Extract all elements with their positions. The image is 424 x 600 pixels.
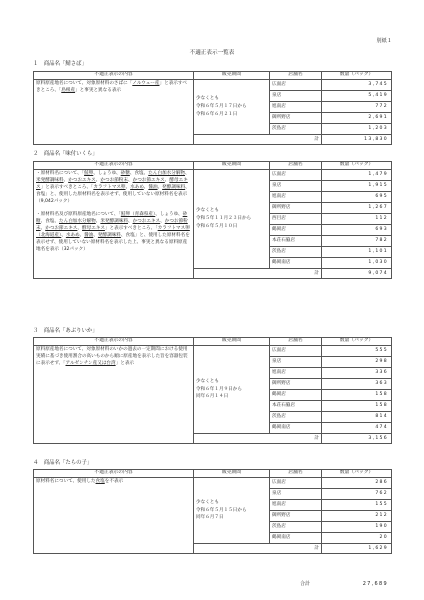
period-line: 同年６月１４日 (196, 394, 229, 400)
store-qty: 5,419 (322, 91, 392, 102)
section-table (33, 71, 392, 145)
content-cell (34, 478, 194, 554)
header-period: 販売期間 (194, 470, 270, 478)
store-qty: 772 (322, 102, 392, 113)
section-heading: ３ 商品名「あぶりいか」 (33, 328, 98, 334)
total-label: 計 (194, 269, 322, 279)
store-qty: 474 (322, 423, 392, 434)
store-name: 広面店 (270, 346, 322, 357)
table-row (34, 346, 392, 357)
header-qty: 数量（パック） (322, 72, 392, 80)
section-table (33, 337, 392, 444)
table-header-row (34, 470, 392, 478)
table-header-row (34, 72, 392, 80)
store-qty: 1,267 (322, 203, 392, 214)
grand-total-value: 27,689 (362, 581, 388, 587)
store-name: 泉店 (270, 357, 322, 368)
header-qty: 数量（パック） (322, 162, 392, 170)
content-text: 、 (127, 218, 133, 224)
period-line: 令和６年１月９日から (196, 386, 242, 392)
underlined-text: 砂糖 (36, 211, 188, 224)
header-store: 店舗名 (270, 72, 322, 80)
content-text: 原料原産地名について、対象原材料のいかの過去の一定期間における使用実績に基づき使用割合の高いものから順に原産地を表示した旨を容器包装に表示せず、「 (36, 347, 188, 367)
store-qty: 695 (322, 192, 392, 203)
header-store: 店舗名 (270, 162, 322, 170)
section-heading: ４ 商品名「たらの子」 (33, 460, 93, 466)
store-qty: 190 (322, 522, 392, 533)
underlined-text: 米発酵調味料 (36, 178, 64, 184)
content-text: 、 (125, 185, 131, 191)
content-text: 、 (95, 218, 101, 224)
content-text: 、食塩」と、使用した原材料名を表示せず、使用していない原材料名を表示（9,042パック） (36, 185, 190, 205)
store-name: 鶴岡南店 (270, 258, 322, 269)
content-text: 、 (77, 225, 83, 231)
store-qty: 158 (322, 401, 392, 412)
grand-total-label: 合計 (300, 581, 311, 587)
content-text: 、食塩、 (129, 171, 149, 176)
period-line: 令和６年５月１０日 (196, 223, 238, 229)
period-line: 令和５年１１月２３日から (196, 216, 252, 222)
underlined-text: カラフトマス卵（北海道産） (36, 225, 190, 238)
store-qty: 155 (322, 500, 392, 511)
content-text: 」と表示 (115, 361, 135, 367)
section-heading: １ 商品名「鯖さば」 (33, 61, 87, 67)
store-qty: 298 (322, 357, 392, 368)
table-row (34, 478, 392, 489)
store-name: 御所野店 (270, 379, 322, 390)
content-text: 、しょうゆ、 (155, 211, 183, 217)
header-qty: 数量（パック） (322, 470, 392, 478)
store-name: 鶴岡南店 (270, 533, 322, 544)
period-line: 少なくとも (196, 378, 219, 384)
underlined-text: 醤油 (84, 232, 94, 238)
content-text: 、 (79, 232, 85, 238)
content-text: 、 (95, 178, 101, 184)
store-qty: 2,691 (322, 113, 392, 124)
period-line: 少なくとも (196, 96, 219, 102)
content-text: 、 (61, 232, 66, 238)
store-name: 鶴岡南店 (270, 423, 322, 434)
content-text: 、 (143, 185, 149, 191)
store-name: 御所野店 (270, 203, 322, 214)
period-cell (194, 346, 270, 434)
underlined-text: かつおエキス (68, 178, 96, 184)
store-name: 茨島店 (270, 124, 322, 135)
table-header-row (34, 162, 392, 170)
store-name: 御所野店 (270, 511, 322, 522)
header-store: 店舗名 (270, 338, 322, 346)
store-name: 泉店 (270, 91, 322, 102)
total-label: 計 (194, 434, 322, 444)
underlined-text: カラフトマス卵 (93, 185, 126, 191)
content-text: 、食塩、 (40, 218, 59, 224)
store-qty: 814 (322, 412, 392, 423)
store-name: 本荘石脇店 (270, 236, 322, 247)
total-value: 13,830 (322, 135, 392, 145)
store-qty: 20 (322, 533, 392, 544)
store-name: 茨島店 (270, 412, 322, 423)
underlined-text: かつお節粉末 (36, 218, 188, 231)
store-name: 旭南店 (270, 500, 322, 511)
total-label: 計 (194, 135, 322, 145)
store-name: 茨島店 (270, 522, 322, 533)
content-cell (34, 346, 194, 444)
content-text: 、 (157, 185, 163, 191)
content-cell (34, 80, 194, 145)
store-qty: 693 (322, 225, 392, 236)
content-text: 、 (164, 178, 170, 184)
underlined-text: かつお節エキス (132, 178, 165, 184)
underlined-text: たん白加水分解物 (148, 171, 186, 176)
store-name: 西目店 (270, 214, 322, 225)
store-qty: 3,745 (322, 80, 392, 91)
store-qty: 212 (322, 511, 392, 522)
underlined-text: 発酵調味料 (162, 185, 186, 191)
underlined-text: 酵母エキス (82, 225, 105, 231)
section-table (33, 469, 392, 554)
content-paragraph (36, 170, 191, 206)
total-value: 9,074 (322, 269, 392, 279)
header-period: 販売期間 (194, 338, 270, 346)
content-text: を不表示 (104, 479, 124, 484)
store-qty: 1,915 (322, 181, 392, 192)
store-qty: 112 (322, 214, 392, 225)
period-line: 少なくとも (196, 208, 219, 214)
period-line: 少なくとも (196, 499, 219, 505)
underlined-text: 砂糖 (120, 171, 130, 176)
document-title: 不適正表示一覧表 (189, 50, 235, 56)
underlined-text: ノルウェー産 (132, 81, 160, 86)
underlined-text: アルゼンチン産又は台湾 (65, 361, 116, 367)
underlined-text: 島根産 (61, 88, 76, 94)
store-name: 広面店 (270, 80, 322, 91)
header-period: 販売期間 (194, 72, 270, 80)
underlined-text: 酵母エキス (36, 178, 188, 191)
store-name: 泉店 (270, 181, 322, 192)
content-text: 」と表示すべきところ、「 (36, 81, 187, 94)
content-text: 原料原産地名について、対象原材料のさばに「 (36, 81, 133, 86)
underlined-text: 米発酵調味料 (100, 218, 128, 224)
store-name: 茨島店 (270, 247, 322, 258)
header-store: 店舗名 (270, 470, 322, 478)
store-name: 鶴岡店 (270, 390, 322, 401)
content-text: 、食塩」と、使用した原材料名を表示せず、使用していない原材料名を表示した上、事実と異なる原料原産地名を表示（32パック） (36, 232, 190, 253)
store-name: 御所野店 (270, 113, 322, 124)
period-cell (194, 478, 270, 544)
content-text: 原材料名について、使用した (36, 479, 96, 484)
store-name: 広面店 (270, 478, 322, 489)
content-text: 、 (93, 232, 98, 238)
period-line: 同年６月７日 (196, 515, 224, 521)
store-name: 本荘石脇店 (270, 401, 322, 412)
store-name: 旭南店 (270, 192, 322, 203)
total-value: 1,629 (322, 544, 392, 554)
store-name: 鶴岡店 (270, 225, 322, 236)
content-text: 」と表示すべきところ、「 (40, 185, 94, 191)
table-header-row (34, 338, 392, 346)
content-text: ・原材料名及び原料原産地名について、「 (36, 211, 121, 217)
store-name: 旭南店 (270, 102, 322, 113)
header-content: 不適正表示の内容 (34, 338, 194, 346)
underlined-text: 食塩 (95, 479, 105, 484)
period-cell (194, 170, 270, 269)
underlined-text: たん白加水分解物 (59, 218, 96, 224)
header-content: 不適正表示の内容 (34, 162, 194, 170)
store-qty: 1,101 (322, 247, 392, 258)
underlined-text: 鮭卵（青森県産） (120, 211, 156, 217)
period-cell (194, 80, 270, 135)
store-qty: 782 (322, 236, 392, 247)
content-text: 、 (63, 178, 69, 184)
header-content: 不適正表示の内容 (34, 72, 194, 80)
store-qty: 1,203 (322, 124, 392, 135)
store-qty: 555 (322, 346, 392, 357)
underlined-text: かつお節粉末 (100, 178, 128, 184)
section-table (33, 161, 392, 279)
table-row (34, 170, 392, 181)
store-qty: 762 (322, 489, 392, 500)
section-heading: ２ 商品名「味付いくら」 (33, 151, 98, 157)
content-text: 、 (160, 218, 165, 224)
table-row (34, 80, 392, 91)
content-text: 、 (127, 178, 133, 184)
store-qty: 1,479 (322, 170, 392, 181)
content-text: 、 (185, 171, 190, 176)
underlined-text: 醤油 (148, 185, 158, 191)
content-cell (34, 170, 194, 279)
underlined-text: 発酵調味料 (97, 232, 121, 238)
content-paragraph (36, 80, 191, 94)
content-paragraph (36, 478, 191, 485)
underlined-text: かつお節エキス (45, 225, 78, 231)
content-paragraph (36, 211, 191, 254)
header-period: 販売期間 (194, 162, 270, 170)
underlined-text: 鮭卵 (84, 171, 94, 176)
store-name: 旭南店 (270, 368, 322, 379)
period-line: 令和６年５月１５日から (196, 507, 247, 513)
underlined-text: 水あめ (130, 185, 144, 191)
underlined-text: 水あめ (65, 232, 80, 238)
store-qty: 1,030 (322, 258, 392, 269)
page-label: 別紙１ (376, 38, 392, 44)
store-qty: 336 (322, 368, 392, 379)
content-text: 、しょうゆ、 (93, 171, 121, 176)
header-content: 不適正表示の内容 (34, 470, 194, 478)
period-line: 令和６年５月１７日から (196, 104, 247, 110)
store-name: 泉店 (270, 489, 322, 500)
header-qty: 数量（パック） (322, 338, 392, 346)
store-name: 広面店 (270, 170, 322, 181)
store-qty: 363 (322, 379, 392, 390)
content-text: 」と表示すべきところ、「 (104, 225, 158, 231)
total-value: 3,156 (322, 434, 392, 444)
store-qty: 286 (322, 478, 392, 489)
period-line: 令和６年６月２１日 (196, 111, 238, 117)
underlined-text: かつおエキス (132, 218, 161, 224)
content-text: 」と事実と異なる表示 (75, 88, 122, 94)
content-text: 、 (40, 225, 46, 231)
content-paragraph (36, 346, 191, 367)
content-text: ・原材料名について、「 (36, 171, 85, 176)
store-qty: 158 (322, 390, 392, 401)
total-label: 計 (194, 544, 322, 554)
